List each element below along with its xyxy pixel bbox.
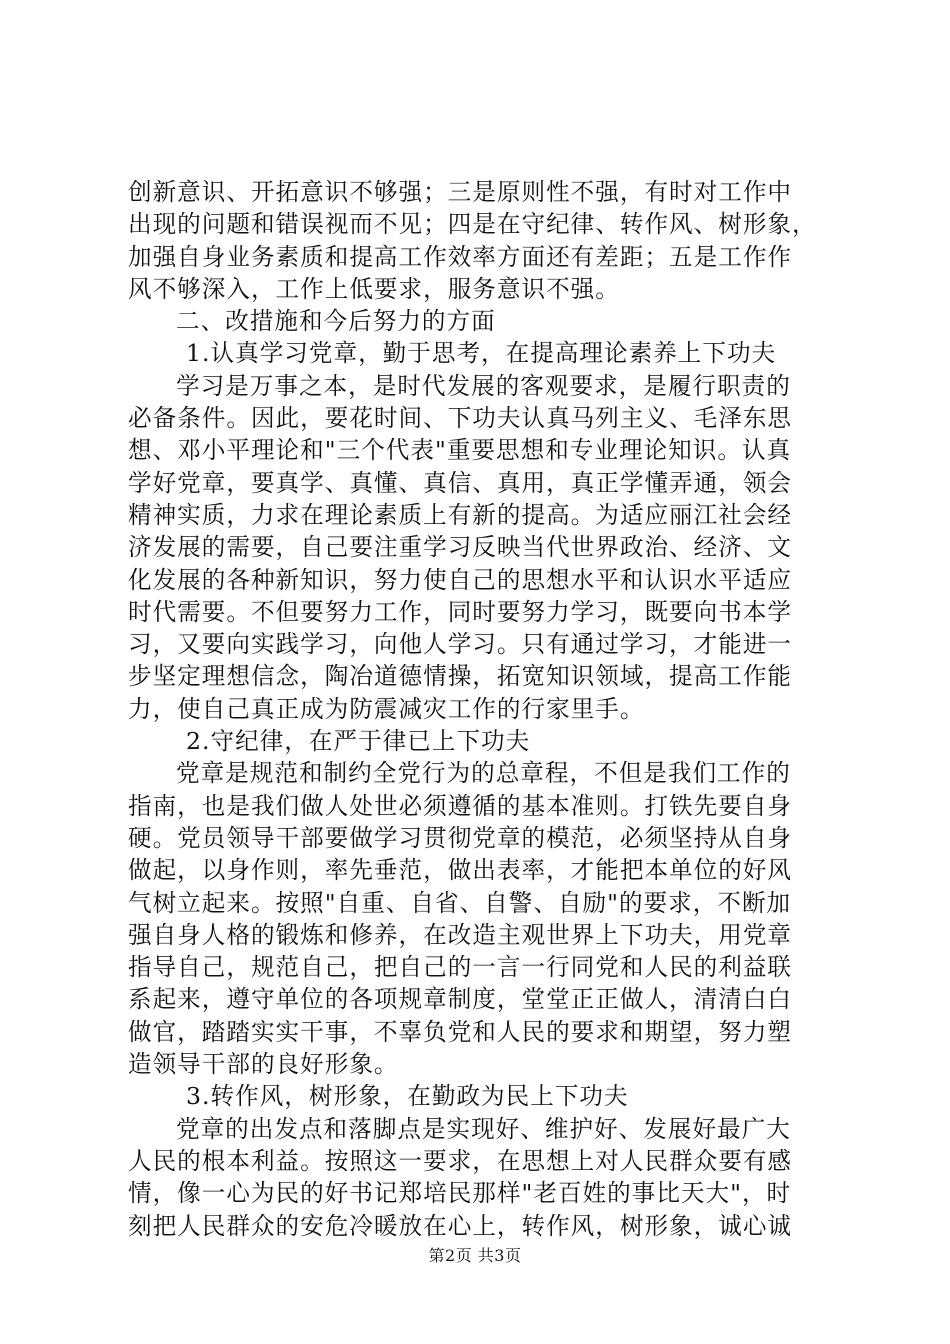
- subsection-heading: 1.认真学习党章，勤于思考，在提高理论素养上下功夫: [186, 339, 777, 368]
- paragraph-line: 创新意识、开拓意识不够强；三是原则性不强，有时对工作中: [128, 178, 793, 206]
- section-heading: 二、改措施和今后努力的方面: [176, 307, 496, 336]
- paragraph-line: 指南，也是我们做人处世必须遵循的基本准则。打铁先要自身: [128, 791, 793, 820]
- paragraph-line: 化发展的各种新知识，努力使自己的思想水平和认识水平适应: [128, 565, 793, 594]
- subsection-heading: 3.转作风，树形象，在勤政为民上下功夫: [186, 1082, 629, 1111]
- paragraph-line: 学习是万事之本，是时代发展的客观要求，是履行职责的: [176, 371, 791, 400]
- paragraph-line: 人民的根本利益。按照这一要求，在思想上对人民群众要有感: [128, 1146, 793, 1175]
- paragraph-line: 做起，以身作则，率先垂范，做出表率，才能把本单位的好风: [128, 856, 793, 885]
- paragraph-line: 济发展的需要，自己要注重学习反映当代世界政治、经济、文: [128, 533, 793, 562]
- paragraph-line: 时代需要。不但要努力工作，同时要努力学习，既要向书本学: [128, 597, 793, 626]
- paragraph-line: 学好党章，要真学、真懂、真信、真用，真正学懂弄通，领会: [128, 468, 793, 497]
- paragraph-line: 步坚定理想信念，陶冶道德情操，拓宽知识领域，提高工作能: [128, 662, 793, 691]
- document-body: [128, 176, 828, 1242]
- paragraph-line: 刻把人民群众的安危冷暖放在心上，转作风，树形象，诚心诚: [128, 1211, 793, 1240]
- paragraph-line: 精神实质，力求在理论素质上有新的提高。为适应丽江社会经: [128, 500, 793, 529]
- paragraph-line: 情，像一心为民的好书记郑培民那样"老百姓的事比天大"，时: [128, 1179, 792, 1208]
- paragraph-line: 力，使自己真正成为防震减灾工作的行家里手。: [128, 694, 645, 723]
- paragraph-line: 气树立起来。按照"自重、自省、自警、自励"的要求，不断加: [128, 888, 792, 917]
- paragraph-line: 风不够深入，工作上低要求，服务意识不强。: [128, 274, 620, 303]
- paragraph-line: 党章的出发点和落脚点是实现好、维护好、发展好最广大: [176, 1114, 791, 1143]
- subsection-heading: 2.守纪律，在严于律已上下功夫: [186, 727, 531, 756]
- paragraph-line: 指导自己，规范自己，把自己的一言一行同党和人民的利益联: [128, 953, 793, 982]
- paragraph-line: 做官，踏踏实实干事，不辜负党和人民的要求和期望，努力塑: [128, 1017, 793, 1046]
- paragraph-line: 想、邓小平理论和"三个代表"重要思想和专业理论知识。认真: [128, 436, 792, 465]
- paragraph-line: 造领导干部的良好形象。: [128, 1050, 399, 1079]
- paragraph-line: 习，又要向实践学习，向他人学习。只有通过学习，才能进一: [128, 630, 793, 659]
- paragraph-line: 必备条件。因此，要花时间、下功夫认真马列主义、毛泽东思: [128, 404, 793, 433]
- paragraph-line: 加强自身业务素质和提高工作效率方面还有差距；五是工作作: [128, 242, 793, 271]
- paragraph-line: 党章是规范和制约全党行为的总章程，不但是我们工作的: [176, 759, 791, 788]
- paragraph-line: 强自身人格的锻炼和修养，在改造主观世界上下功夫，用党章: [128, 920, 793, 949]
- page-footer: 第2页 共3页: [428, 1246, 522, 1265]
- paragraph-line: 系起来，遵守单位的各项规章制度，堂堂正正做人，清清白白: [128, 985, 793, 1014]
- paragraph-line: 硬。党员领导干部要做学习贯彻党章的模范，必须坚持从自身: [128, 823, 793, 852]
- paragraph-line: 出现的问题和错误视而不见；四是在守纪律、转作风、树形象，: [128, 210, 817, 239]
